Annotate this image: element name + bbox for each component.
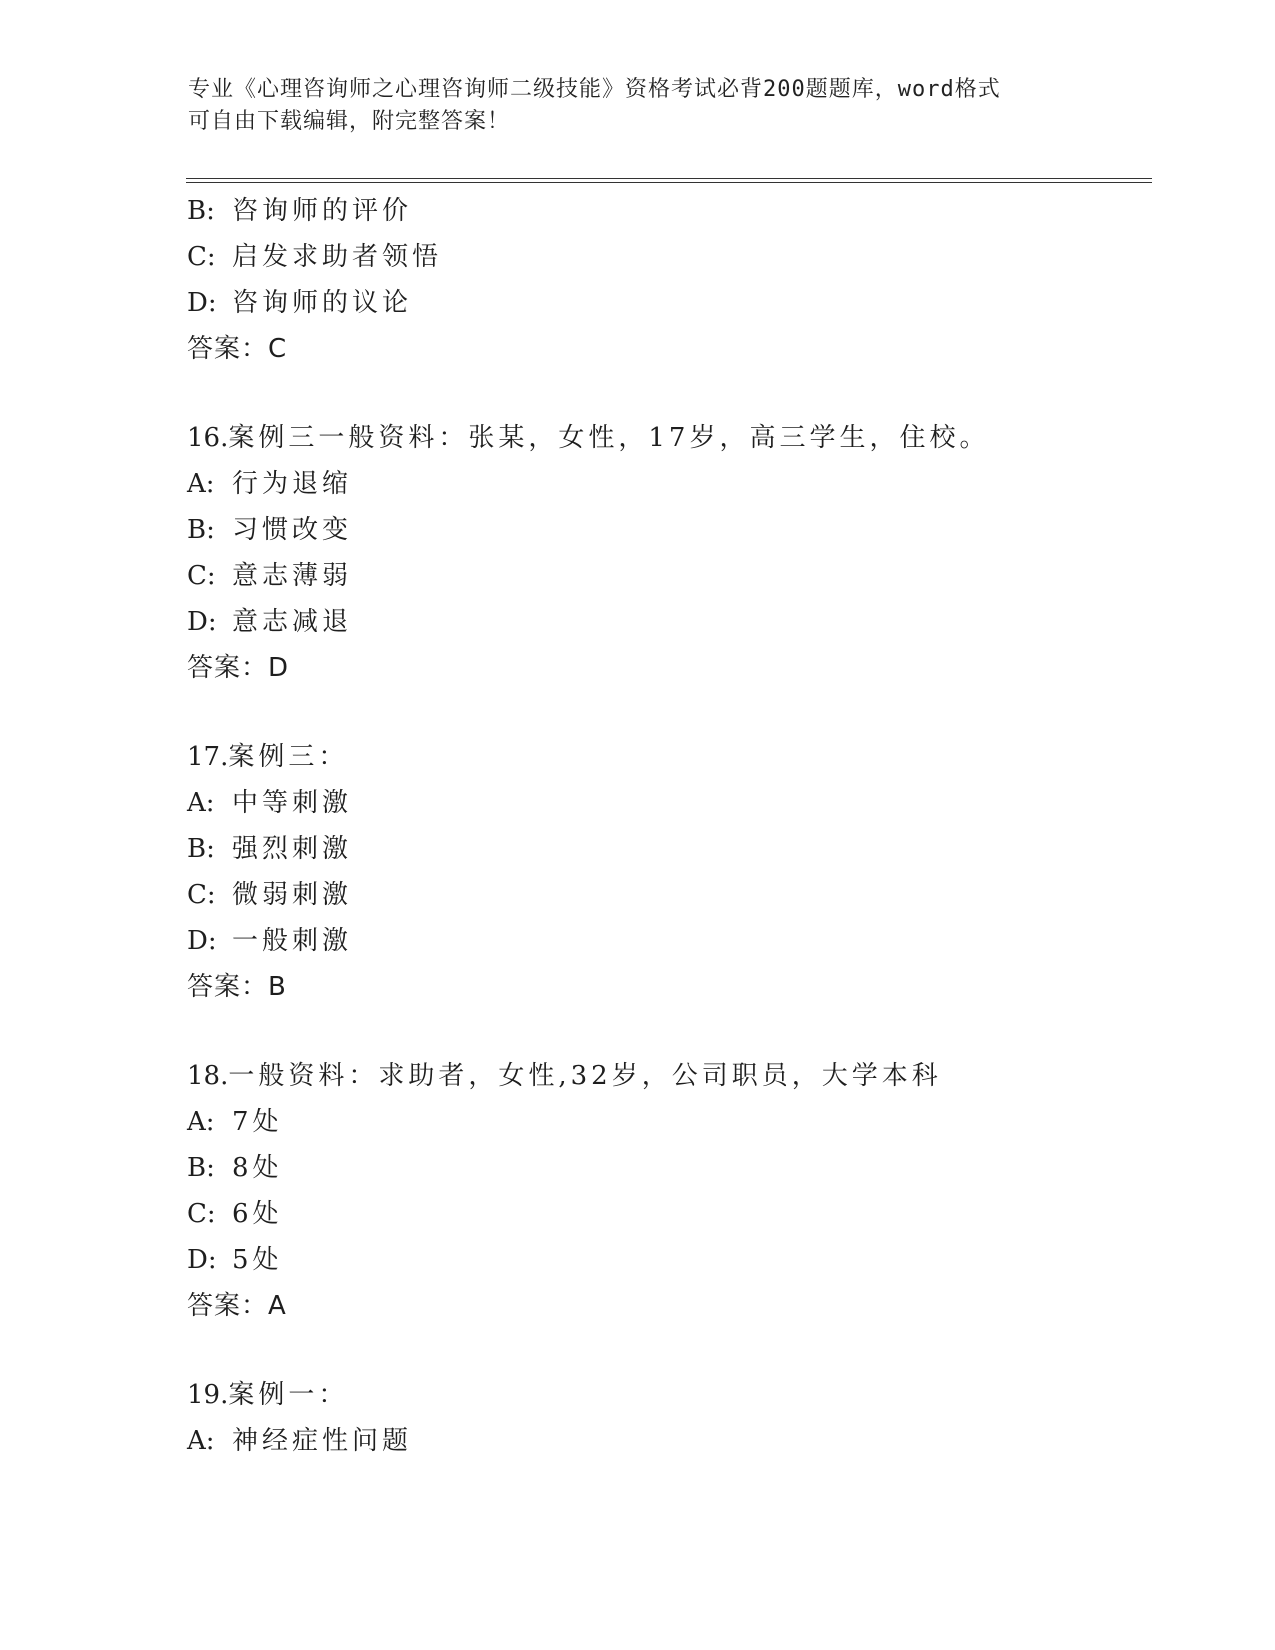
- option-text: 神经症性问题: [232, 1426, 413, 1456]
- option-d: [187, 1237, 1147, 1283]
- header-divider-top: [186, 178, 1152, 179]
- option-text: 强烈刺激: [232, 834, 353, 864]
- option-text: 中等刺激: [232, 788, 353, 818]
- option-key: D:: [187, 288, 217, 318]
- answer-line: 答案：D: [187, 653, 290, 683]
- option-c: [187, 553, 1147, 599]
- question-stem: [187, 1053, 1147, 1099]
- option-text: 意志薄弱: [232, 561, 353, 591]
- question-stem: [187, 734, 1147, 780]
- question-18: [187, 1053, 1147, 1329]
- answer-line: 答案：B: [187, 972, 287, 1002]
- option-b: [187, 507, 1147, 553]
- option-text: 咨询师的议论: [232, 288, 413, 318]
- question-16: [187, 415, 1147, 691]
- option-text: 启发求助者领悟: [232, 242, 443, 272]
- option-key: A:: [187, 1107, 215, 1137]
- question-stem: [187, 1372, 1147, 1418]
- option-key: C:: [187, 561, 216, 591]
- option-key: A:: [187, 1426, 215, 1456]
- header-line-1: 专业《心理咨询师之心理咨询师二级技能》资格考试必背200题题库，word格式: [188, 77, 1001, 102]
- option-key: A:: [187, 788, 215, 818]
- option-a: [187, 780, 1147, 826]
- option-key: C:: [187, 242, 216, 272]
- option-b: [187, 1145, 1147, 1191]
- option-text: 5处: [232, 1245, 283, 1275]
- question-text: 一般资料：求助者，女性,32岁，公司职员，大学本科: [228, 1061, 942, 1091]
- option-text: 8处: [232, 1153, 283, 1183]
- answer-line: 答案：A: [187, 1291, 287, 1321]
- option-text: 6处: [232, 1199, 283, 1229]
- option-key: C:: [187, 880, 216, 910]
- option-b: [187, 826, 1147, 872]
- option-key: C:: [187, 1199, 216, 1229]
- option-key: A:: [187, 469, 215, 499]
- question-19: [187, 1372, 1147, 1464]
- option-text: 意志减退: [232, 607, 353, 637]
- option-key: D:: [187, 926, 217, 956]
- option-text: 习惯改变: [232, 515, 353, 545]
- question-text: 案例三一般资料：张某，女性，17岁，高三学生，住校。: [228, 423, 990, 453]
- question-continued: [187, 188, 1147, 372]
- option-d: [187, 599, 1147, 645]
- question-spacer: [187, 372, 1147, 415]
- option-d: [187, 918, 1147, 964]
- option-a: [187, 1418, 1147, 1464]
- option-key: D:: [187, 607, 217, 637]
- option-c: [187, 1191, 1147, 1237]
- question-number: 18.: [187, 1061, 229, 1091]
- question-17: [187, 734, 1147, 1010]
- option-b: [187, 188, 1147, 234]
- question-stem: [187, 415, 1147, 461]
- option-c: [187, 234, 1147, 280]
- option-text: 7处: [232, 1107, 283, 1137]
- option-text: 一般刺激: [232, 926, 353, 956]
- option-d: [187, 280, 1147, 326]
- option-c: [187, 872, 1147, 918]
- question-number: 19.: [187, 1380, 229, 1410]
- option-key: D:: [187, 1245, 217, 1275]
- question-text: 案例三：: [228, 742, 349, 772]
- option-a: [187, 461, 1147, 507]
- option-a: [187, 1099, 1147, 1145]
- question-text: 案例一：: [228, 1380, 349, 1410]
- question-number: 17.: [187, 742, 229, 772]
- page-header: [188, 74, 1088, 138]
- question-number: 16.: [187, 423, 229, 453]
- option-text: 微弱刺激: [232, 880, 353, 910]
- option-key: B:: [187, 196, 215, 226]
- option-key: B:: [187, 1153, 215, 1183]
- option-text: 行为退缩: [232, 469, 353, 499]
- option-text: 咨询师的评价: [232, 196, 413, 226]
- answer-line: 答案：C: [187, 334, 288, 364]
- header-line-2: 可自由下载编辑，附完整答案！: [188, 109, 511, 134]
- option-key: B:: [187, 515, 215, 545]
- question-spacer: [187, 1329, 1147, 1372]
- question-spacer: [187, 1010, 1147, 1053]
- question-list: [187, 188, 1147, 1464]
- question-spacer: [187, 691, 1147, 734]
- option-key: B:: [187, 834, 215, 864]
- header-divider-bottom: [186, 182, 1152, 183]
